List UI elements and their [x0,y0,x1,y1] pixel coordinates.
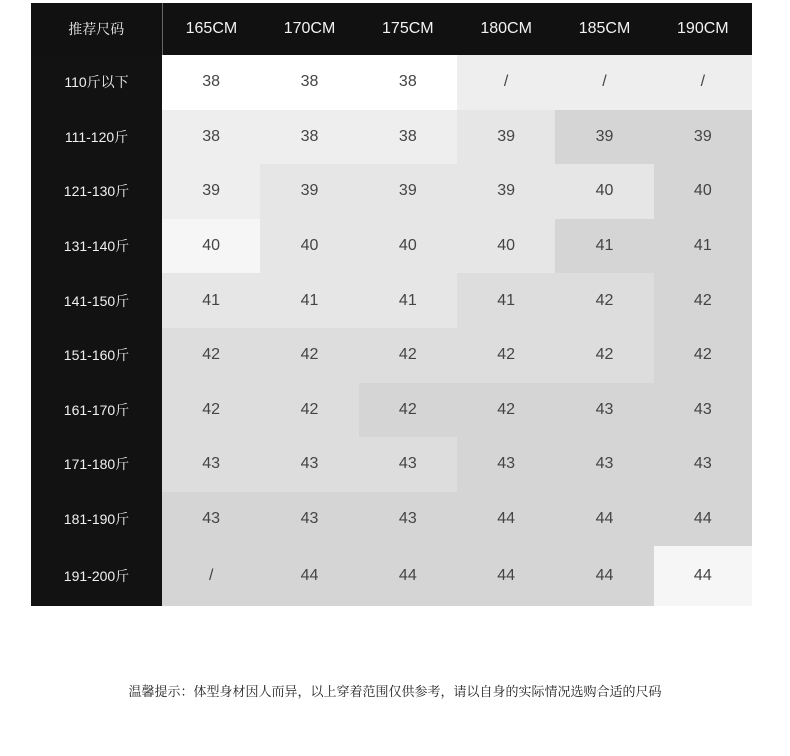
weight-label: 181-190斤 [31,492,162,547]
size-cell: 42 [555,273,653,328]
size-cell: / [162,546,260,606]
size-cell: 43 [260,437,358,492]
size-cell: 41 [654,219,752,274]
size-cell: 44 [654,492,752,547]
size-cell: 41 [162,273,260,328]
size-cell: 40 [359,219,457,274]
size-cell: 40 [654,164,752,219]
size-cell: 43 [162,492,260,547]
size-cell: 39 [260,164,358,219]
size-cell: 39 [555,110,653,165]
weight-label: 141-150斤 [31,273,162,328]
table-row [31,55,752,110]
height-header: 165CM [162,3,260,55]
size-cell: 43 [457,437,555,492]
size-cell: 44 [654,546,752,606]
size-cell: 42 [654,328,752,383]
table-row [31,546,752,606]
size-cell: 39 [457,164,555,219]
size-cell: 44 [260,546,358,606]
size-cell: 44 [555,546,653,606]
height-header: 180CM [457,3,555,55]
size-cell: 40 [555,164,653,219]
table-row [31,164,752,219]
size-cell: 43 [654,437,752,492]
weight-label: 151-160斤 [31,328,162,383]
size-cell: 43 [359,492,457,547]
size-cell: 38 [202,73,221,91]
weight-label: 191-200斤 [31,546,162,606]
size-cell: 42 [162,383,260,438]
size-cell: 38 [260,110,358,165]
corner-label: 推荐尺码 [31,3,162,55]
size-cell: 42 [359,328,457,383]
size-cell: 43 [359,437,457,492]
table-row [31,219,752,274]
height-header: 175CM [359,3,457,55]
size-cell: 40 [457,219,555,274]
size-cell: 43 [654,383,752,438]
weight-label: 110斤以下 [31,55,162,110]
table-row [31,492,752,547]
table-row [31,328,752,383]
size-cell: 42 [260,383,358,438]
size-cell: 41 [260,273,358,328]
size-cell: 43 [555,437,653,492]
size-cell: 44 [457,492,555,547]
weight-label: 131-140斤 [31,219,162,274]
size-cell: / [555,55,653,110]
weight-label: 111-120斤 [31,110,162,165]
weight-label: 171-180斤 [31,437,162,492]
size-cell: 44 [457,546,555,606]
size-cell: 42 [260,328,358,383]
size-cell: 42 [457,383,555,438]
size-cell: 40 [162,219,260,274]
size-cell: 39 [162,164,260,219]
size-cell: 38 [359,110,457,165]
size-cell: 41 [359,273,457,328]
height-header: 190CM [654,3,752,55]
table-row [31,437,752,492]
height-header: 185CM [555,3,653,55]
size-cell: 38 [162,110,260,165]
header-row [31,3,752,55]
size-cell: 44 [359,546,457,606]
size-cell: 41 [457,273,555,328]
size-cell: 44 [555,492,653,547]
size-cell: 41 [555,219,653,274]
size-cell: 38 [398,73,417,91]
size-cell: 42 [162,328,260,383]
size-cell: 39 [654,110,752,165]
size-cell: 42 [654,273,752,328]
size-cell: 43 [555,383,653,438]
table-row [31,110,752,165]
size-cell: 39 [457,110,555,165]
table-row [31,273,752,328]
size-cell: 42 [457,328,555,383]
size-cell: 40 [260,219,358,274]
weight-label: 161-170斤 [31,383,162,438]
size-cell: 43 [260,492,358,547]
size-note: 温馨提示：体型身材因人而异，以上穿着范围仅供参考，请以自身的实际情况选购合适的尺码 [128,684,662,699]
size-cell: / [654,55,752,110]
size-chart-table [31,3,752,606]
size-cell: 39 [359,164,457,219]
weight-label: 121-130斤 [31,164,162,219]
size-cell: 38 [300,73,319,91]
table-body [31,55,752,606]
size-cell: 42 [359,383,457,438]
size-cell: 43 [162,437,260,492]
size-cell: / [457,55,555,110]
size-cell: 42 [555,328,653,383]
table-row [31,383,752,438]
height-header: 170CM [260,3,358,55]
